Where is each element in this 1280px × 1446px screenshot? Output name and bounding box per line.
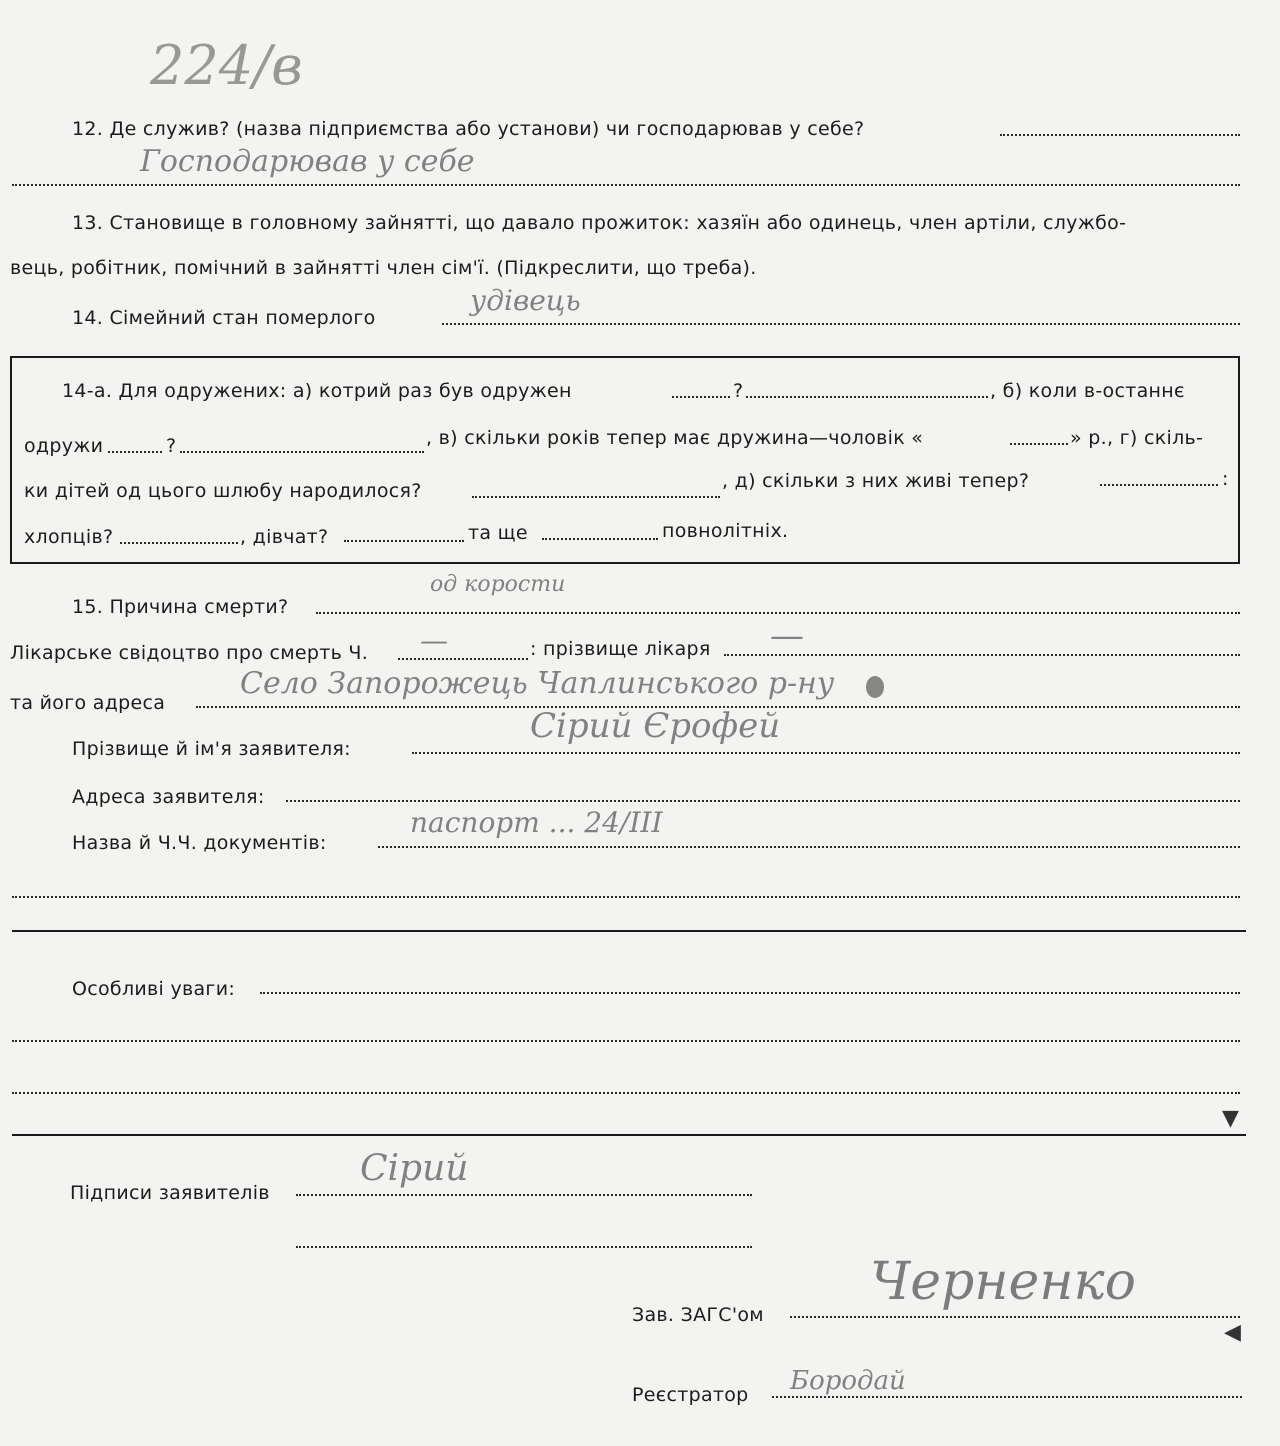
ink-blot-icon [866,676,884,698]
q14a-girls-field[interactable] [344,540,464,542]
q14a-row2-text-d: » р., г) скіль- [1070,427,1204,449]
q14a-boys-field[interactable] [120,542,238,544]
q14a-spouse-age-field[interactable] [1010,443,1068,445]
q14-answer-handwritten: удівець [470,284,581,317]
applicant-name-field[interactable] [412,752,1240,754]
documents-field-2[interactable] [12,896,1240,898]
q14a-adults-field[interactable] [542,538,658,540]
documents-label: Назва й Ч.Ч. документів: [72,832,327,854]
cert-number-handwritten: — [420,624,448,657]
q14-fill-line[interactable] [442,323,1240,325]
q14a-row2-text-a: одружи [24,435,104,457]
q15-fill-line[interactable] [316,612,1240,614]
signatures-label: Підписи заявителів [70,1182,270,1204]
q14a-last-marriage-field-2[interactable] [180,451,424,453]
signatures-field[interactable] [296,1194,752,1196]
q14a-marriage-count-field[interactable] [672,396,730,398]
corner-mark-icon-2: ◀ [1224,1320,1241,1345]
q14a-row3-text-a: ки дітей од цього шлюбу народилося? [24,480,422,502]
q14a-last-marriage-field[interactable] [108,451,162,453]
q14a-row4-text-b: , дівчат? [240,526,329,548]
section-divider-1 [12,930,1246,932]
registrar-signature-field[interactable] [772,1396,1242,1398]
record-number-handwritten: 224/в [150,34,303,97]
cert-doctor-label: : прізвище лікаря [530,638,711,660]
applicant-name-label: Прізвище й ім'я заявителя: [72,738,351,760]
doctor-address-label: та його адреса [10,692,166,714]
q12-label: 12. Де служив? (назва підприємства або установи) чи господарював у себе? [72,118,865,140]
q14a-row3-colon: : [1222,468,1229,490]
applicant-name-handwritten: Сірий Єрофей [530,706,781,746]
cert-number-field[interactable] [398,658,528,660]
q12-answer-handwritten: Господарював у себе [140,144,475,179]
q14a-row1-qmark: ? [733,380,744,402]
head-signature-field[interactable] [790,1316,1240,1318]
q13-line-2: вець, робітник, помічний в зайнятті член сім'ї. (Підкреслити, що треба). [10,257,757,279]
remarks-label: Особливі уваги: [72,978,236,1000]
registrar-label: Реєстратор [632,1384,749,1406]
applicant-address-field[interactable] [286,800,1240,802]
q14a-row2-qmark: ? [166,435,177,457]
remarks-field-2[interactable] [12,1040,1240,1042]
remarks-field[interactable] [260,992,1240,994]
q12-fill-line-2[interactable] [12,184,1240,186]
doctor-address-handwritten: Село Запорожець Чаплинського р-ну [240,666,835,701]
q14a-row3-text-b: , д) скільки з них живі тепер? [722,470,1030,492]
q15-answer-handwritten: од корости [430,572,566,597]
documents-handwritten: паспорт ... 24/III [410,806,663,839]
q14a-row2-text-c: , в) скільки років тепер має дружина—чоловік « [426,427,924,449]
q14a-row1-text-c: , б) коли в-останнє [990,380,1185,402]
q14-label: 14. Сімейний стан померлого [72,307,376,329]
q14a-row1-text-a: 14-а. Для одружених: а) котрий раз був одружен [62,380,572,402]
signatures-field-2[interactable] [296,1246,752,1248]
signature-handwritten: Сірий [360,1148,469,1189]
q12-fill-line[interactable] [1000,134,1240,136]
head-signature-handwritten: Черненко [870,1252,1136,1312]
registrar-signature-handwritten: Бородай [790,1366,906,1396]
q15-label: 15. Причина смерти? [72,596,289,618]
head-label: Зав. ЗАГС'ом [632,1304,764,1326]
remarks-field-3[interactable] [12,1092,1240,1094]
q14a-marriage-count-field-2[interactable] [746,396,988,398]
cert-label: Лікарське свідоцтво про смерть Ч. [10,642,369,664]
q13-line-1: 13. Становище в головному зайнятті, що давало прожиток: хазяїн або одинець, член артіли, службо- [72,212,1127,234]
corner-mark-icon: ▼ [1222,1106,1239,1131]
q14a-children-born-field[interactable] [472,496,720,498]
q14a-row4-text-d: повнолітніх. [662,520,789,542]
q14a-row4-text-c: та ще [468,522,528,544]
applicant-address-label: Адреса заявителя: [72,786,265,808]
q14a-children-alive-field[interactable] [1100,484,1218,486]
section-divider-2 [12,1134,1246,1136]
doctor-name-handwritten: — [770,616,804,656]
documents-field[interactable] [378,846,1240,848]
q14a-row4-text-a: хлопців? [24,526,114,548]
